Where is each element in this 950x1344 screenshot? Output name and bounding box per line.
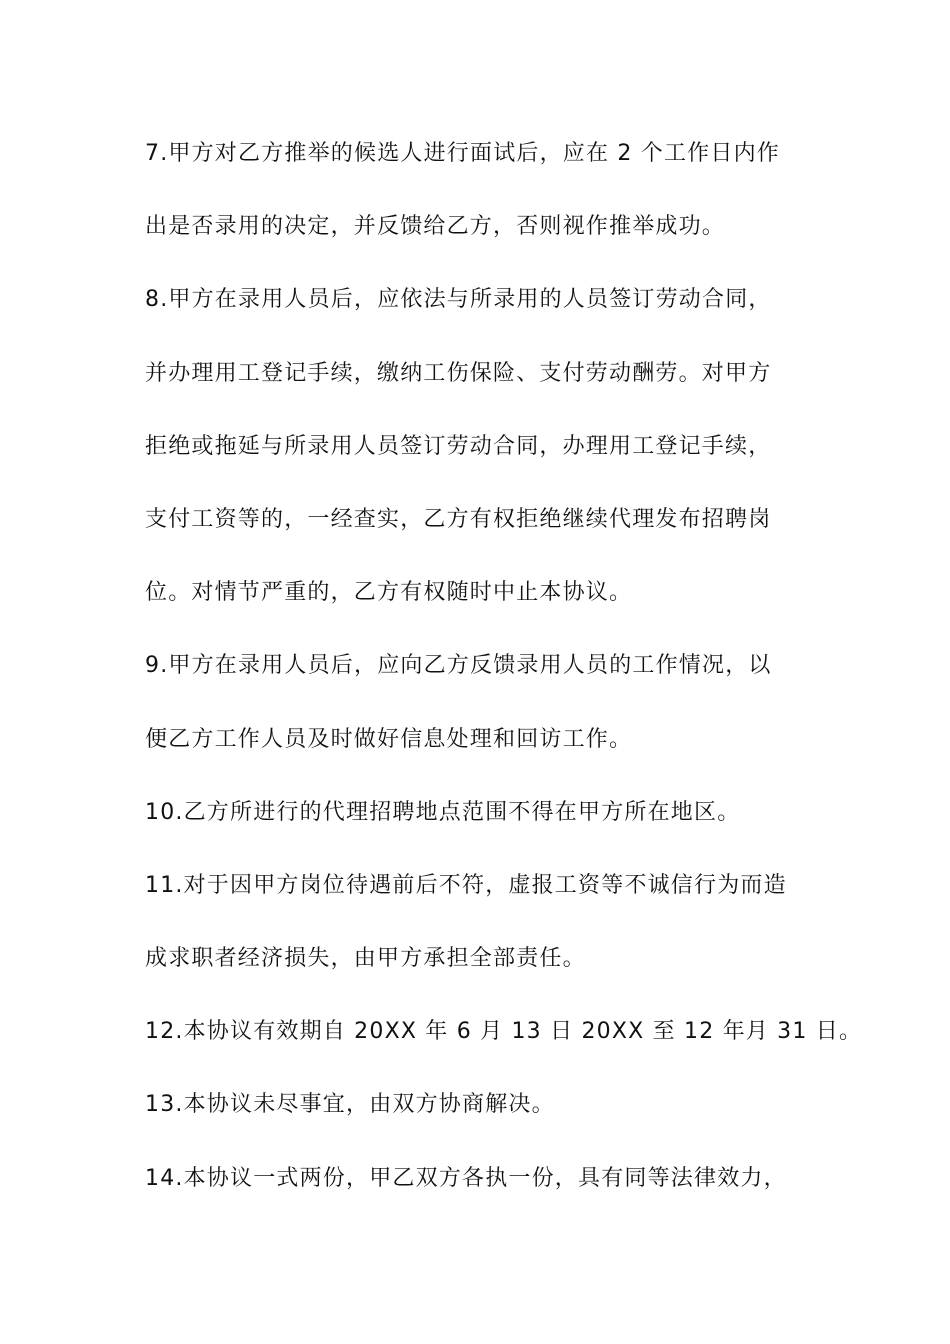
text-line: 出是否录用的决定，并反馈给乙方，否则视作推举成功。 [145,214,726,240]
text-line: 12.本协议有效期自 20XX 年 6 月 13 日 20XX 至 12 年月 31 日。 [145,1019,863,1045]
text-line: 便乙方工作人员及时做好信息处理和回访工作。 [145,726,633,752]
text-line: 7.甲方对乙方推举的候选人进行面试后，应在 2 个工作日内作 [145,141,780,166]
text-line: 10.乙方所进行的代理招聘地点范围不得在甲方所在地区。 [145,799,741,825]
text-line: 支付工资等的，一经查实，乙方有权拒绝继续代理发布招聘岗 [145,506,772,532]
text-line: 成求职者经济损失，由甲方承担全部责任。 [145,946,586,972]
text-line: 13.本协议未尽事宜，由双方协商解决。 [145,1092,555,1118]
text-line: 8.甲方在录用人员后，应依法与所录用的人员签订劳动合同， [145,287,772,313]
text-line: 并办理用工登记手续，缴纳工伤保险、支付劳动酬劳。对甲方 [145,360,772,386]
document-body [145,121,863,1219]
text-line: 9.甲方在录用人员后，应向乙方反馈录用人员的工作情况，以 [145,653,772,679]
text-line: 位。对情节严重的，乙方有权随时中止本协议。 [145,580,633,606]
text-line: 拒绝或拖延与所录用人员签订劳动合同，办理用工登记手续， [145,433,772,459]
text-line: 11.对于因甲方岗位待遇前后不符，虚报工资等不诚信行为而造 [145,872,787,898]
text-line: 14.本协议一式两份，甲乙双方各执一份，具有同等法律效力， [145,1165,787,1191]
